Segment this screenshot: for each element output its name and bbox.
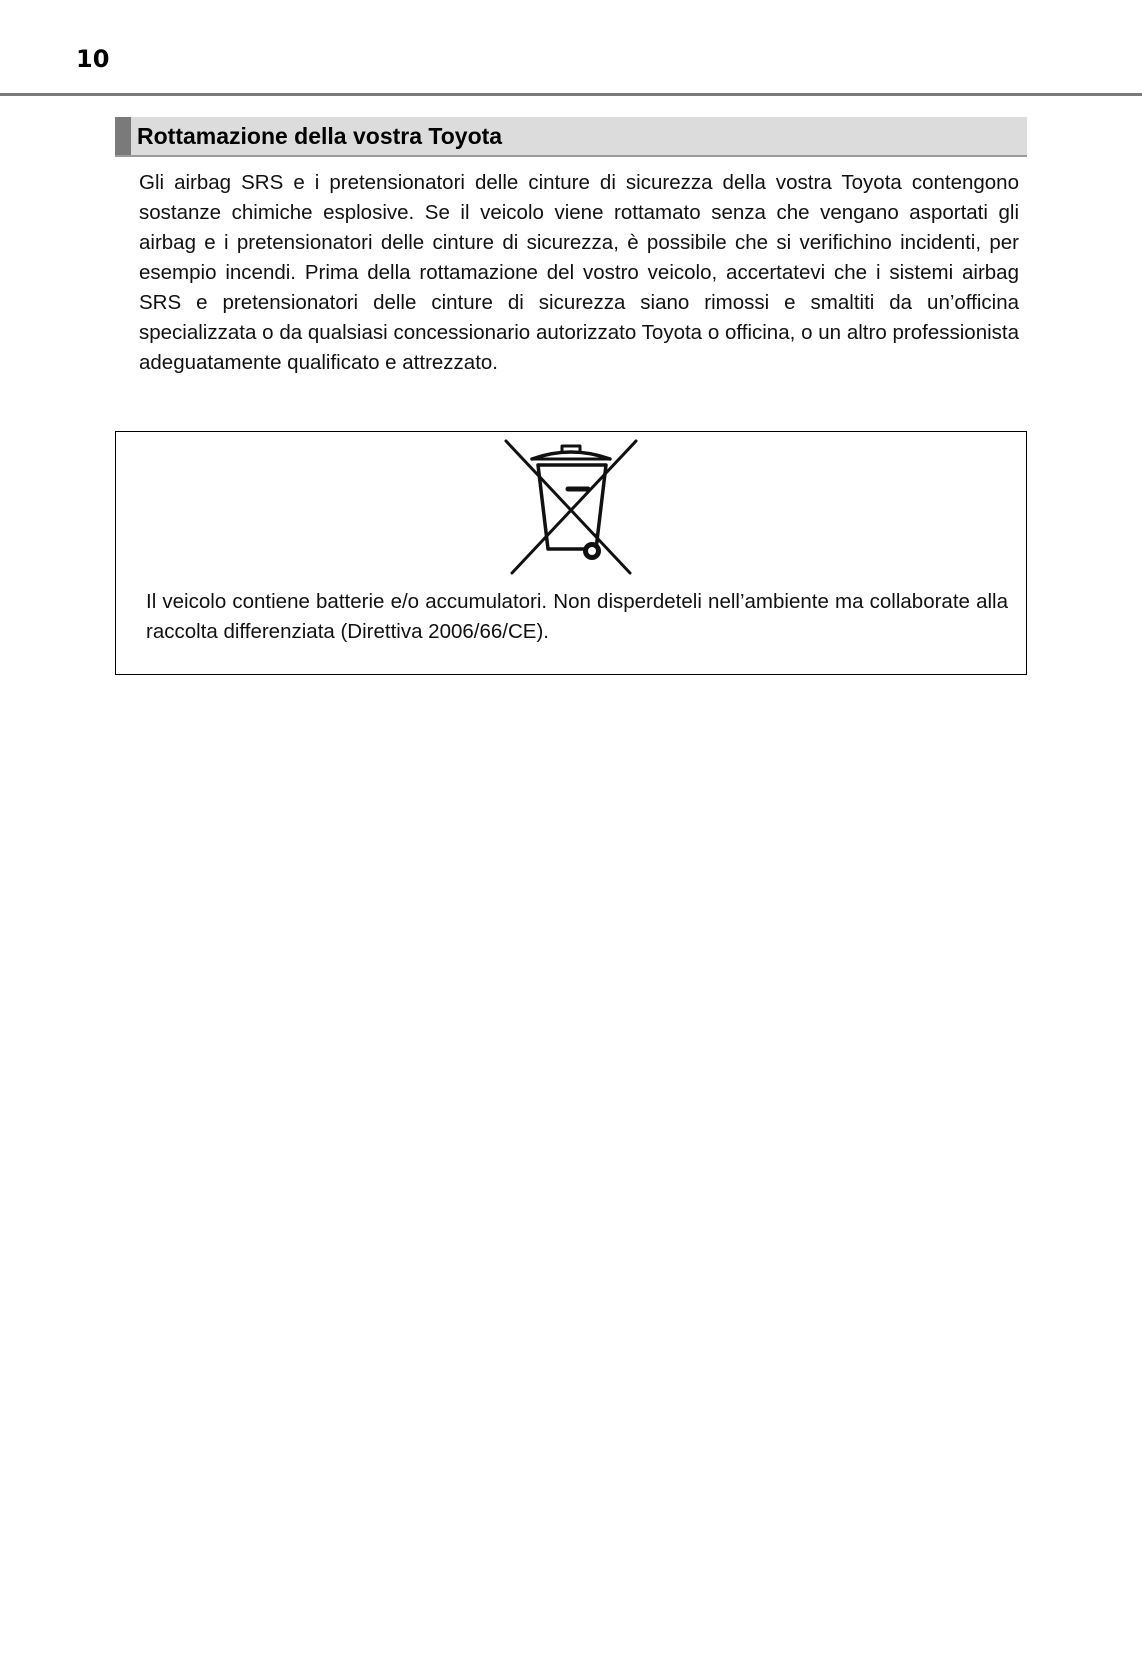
section-title: Rottamazione della vostra Toyota (137, 123, 503, 149)
section-paragraph: Gli airbag SRS e i pretensionatori delle cinture di sicurezza della vostra Toyota contengono sostanze chimiche esplosive. Se il veicolo viene rottamato senza che vengano asportati gli airbag e i pretensionatori delle cinture di sicurezza, è possibile che si verifichino incidenti, per esempio incendi. Prima della rottamazione del vostro veicolo, accertatevi che i sistemi airbag SRS e pretensionatori delle cinture di sicurezza siano rimossi e smaltiti da un’officina specializzata o da qualsiasi concessionario autorizzato Toyota o officina, o un altro professionista adeguatamente qualificato e attrezzato. (139, 171, 1019, 374)
section-heading (115, 117, 1027, 157)
notice-text: Il veicolo contiene batterie e/o accumulatori. Non disperdeteli nell’ambiente ma collaborate alla raccolta differenziata (Direttiva 2006/66/CE). (146, 590, 1008, 643)
heading-marker (115, 117, 131, 155)
header-divider (0, 93, 1142, 96)
page-number: 10 (76, 45, 110, 73)
crossed-out-wheeled-bin-icon (502, 437, 642, 577)
